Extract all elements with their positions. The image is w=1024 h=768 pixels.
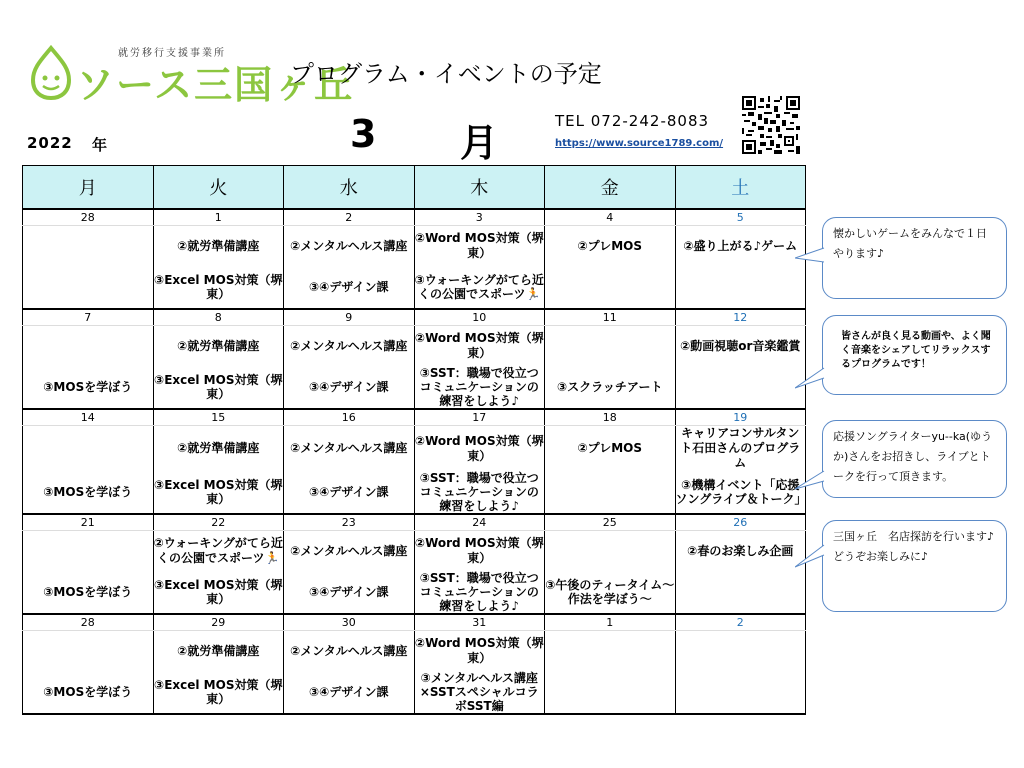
date-cell-tue: 29: [153, 614, 284, 631]
date-cell-mon: 21: [23, 514, 154, 531]
program-slot-2: [23, 426, 154, 472]
weekday-fri: 金: [545, 166, 676, 210]
program-slot-2: [675, 631, 806, 672]
program-slot-2: ②メンタルヘルス講座: [284, 531, 415, 572]
note-bubble-spring: [822, 520, 1007, 612]
year: 2022: [27, 134, 73, 152]
program-slot-3: [23, 266, 154, 309]
program-slot-2: ②メンタルヘルス講座: [284, 631, 415, 672]
bubble-pointer: [795, 366, 825, 392]
program-slot-3: ③MOSを学ぼう: [23, 471, 154, 514]
program-slot-3: ③ウォーキングがてら近くの公園でスポーツ🏃: [414, 266, 545, 309]
note-text: 懐かしいゲームをみんなで１日やります♪: [833, 227, 987, 260]
program-slot-2: ②ウォーキングがてら近くの公園でスポーツ🏃: [153, 531, 284, 572]
date-row: [23, 409, 806, 426]
program-slot-3: ③④デザイン課: [284, 366, 415, 409]
program-slot-3: ③④デザイン課: [284, 266, 415, 309]
program-slot-2: ②メンタルヘルス講座: [284, 226, 415, 267]
program-slot-2: ②プレMOS: [545, 226, 676, 267]
date-cell-wed: 2: [284, 209, 415, 226]
program-slot-2: [23, 226, 154, 267]
date-cell-fri: 18: [545, 409, 676, 426]
note-text: 応援ソングライターyu--ka(ゆうか)さんをお招きし、ライブとトークを行って頂きます。: [833, 430, 993, 483]
date-row: [23, 309, 806, 326]
website-link[interactable]: https://www.source1789.com/: [555, 138, 724, 149]
weekday-sat: 土: [675, 166, 806, 210]
program-slot-2: ②就労準備講座: [153, 326, 284, 367]
program-slot-3: [545, 266, 676, 309]
date-cell-fri: 25: [545, 514, 676, 531]
program-slot-2: ②Word MOS対策（堺東）: [414, 226, 545, 267]
date-cell-fri: 4: [545, 209, 676, 226]
program-slot-3: [545, 671, 676, 714]
note-text: 三国ヶ丘 名店探訪を行います♪どうぞお楽しみに♪: [833, 530, 995, 563]
weekday-thu: 木: [414, 166, 545, 210]
program-slot-3: ③SST：職場で役立つコミュニケーションの練習をしよう♪: [414, 571, 545, 614]
date-cell-sat: 26: [675, 514, 806, 531]
program-slot-2: ②プレMOS: [545, 426, 676, 472]
program-slot-3: ③④デザイン課: [284, 671, 415, 714]
program-slot-2: ②Word MOS対策（堺東）: [414, 326, 545, 367]
date-cell-tue: 8: [153, 309, 284, 326]
weekday-mon: 月: [23, 166, 154, 210]
date-cell-thu: 17: [414, 409, 545, 426]
program-slot-2: [23, 631, 154, 672]
date-cell-fri: 11: [545, 309, 676, 326]
program-slot-2: ②動画視聴or音楽鑑賞: [675, 326, 806, 367]
bubble-pointer: [795, 469, 825, 493]
date-cell-wed: 23: [284, 514, 415, 531]
program-slot-3: ③Excel MOS対策（堺東）: [153, 471, 284, 514]
year-label: 年: [92, 136, 108, 154]
note-text: 皆さんが良く見る動画や、よく聞く音楽をシェアしてリラックスするプログラムです！: [841, 331, 991, 370]
program-slot-3: [545, 471, 676, 514]
program-slot-3: [675, 266, 806, 309]
note-bubble-live: [822, 420, 1007, 498]
date-row: [23, 514, 806, 531]
program-slot-2: ②Word MOS対策（堺東）: [414, 531, 545, 572]
program-slot-2: ②就労準備講座: [153, 631, 284, 672]
note-bubble-music: [822, 315, 1007, 395]
program-row-2: [23, 426, 806, 472]
date-cell-thu: 3: [414, 209, 545, 226]
program-slot-3: ③メンタルヘルス講座×SSTスペシャルコラボSST編: [414, 671, 545, 714]
qr-code-icon: [742, 96, 800, 154]
program-row-3: [23, 366, 806, 409]
program-slot-3: ③MOSを学ぼう: [23, 571, 154, 614]
month-label: 月: [460, 121, 499, 165]
date-cell-mon: 28: [23, 209, 154, 226]
date-cell-thu: 24: [414, 514, 545, 531]
program-slot-3: [675, 571, 806, 614]
date-cell-wed: 16: [284, 409, 415, 426]
program-slot-3: ③MOSを学ぼう: [23, 671, 154, 714]
program-slot-2: [23, 531, 154, 572]
date-cell-sat: 5: [675, 209, 806, 226]
bubble-pointer: [795, 541, 825, 571]
program-row-2: [23, 531, 806, 572]
program-slot-3: ③Excel MOS対策（堺東）: [153, 671, 284, 714]
date-cell-sat: 12: [675, 309, 806, 326]
weekday-tue: 火: [153, 166, 284, 210]
program-row-2: [23, 631, 806, 672]
date-cell-thu: 31: [414, 614, 545, 631]
program-slot-3: ③スクラッチアート: [545, 366, 676, 409]
date-row: [23, 209, 806, 226]
program-slot-3: ③SST：職場で役立つコミュニケーションの練習をしよう♪: [414, 366, 545, 409]
program-slot-2: [545, 631, 676, 672]
weekday-header-row: [23, 166, 806, 210]
date-cell-sat: 19: [675, 409, 806, 426]
program-slot-3: ③SST：職場で役立つコミュニケーションの練習をしよう♪: [414, 471, 545, 514]
program-slot-2: キャリアコンサルタント石田さんのプログラム: [675, 426, 806, 472]
date-cell-fri: 1: [545, 614, 676, 631]
program-slot-2: ②就労準備講座: [153, 226, 284, 267]
bubble-pointer: [795, 246, 825, 266]
program-slot-3: [675, 366, 806, 409]
program-row-3: [23, 571, 806, 614]
program-slot-3: ③Excel MOS対策（堺東）: [153, 571, 284, 614]
program-row-3: [23, 266, 806, 309]
program-slot-2: [23, 326, 154, 367]
program-slot-3: ③午後のティータイム～作法を学ぼう～: [545, 571, 676, 614]
logo-subtitle: 就労移行支援事業所: [118, 48, 226, 59]
program-slot-3: ③機構イベント「応援ソングライブ＆トーク」: [675, 471, 806, 514]
date-cell-mon: 28: [23, 614, 154, 631]
month-number: 3: [350, 112, 377, 156]
program-row-2: [23, 326, 806, 367]
logo-name: ソース三国ヶ丘: [76, 63, 355, 107]
date-cell-mon: 7: [23, 309, 154, 326]
phone-number: TEL 072-242-8083: [555, 112, 710, 130]
date-row: [23, 614, 806, 631]
weekday-wed: 水: [284, 166, 415, 210]
program-slot-2: ②メンタルヘルス講座: [284, 426, 415, 472]
program-slot-2: [545, 531, 676, 572]
date-cell-wed: 9: [284, 309, 415, 326]
program-slot-2: ②メンタルヘルス講座: [284, 326, 415, 367]
date-cell-tue: 22: [153, 514, 284, 531]
date-cell-mon: 14: [23, 409, 154, 426]
program-slot-3: ③Excel MOS対策（堺東）: [153, 266, 284, 309]
program-slot-3: ③MOSを学ぼう: [23, 366, 154, 409]
program-slot-2: ②Word MOS対策（堺東）: [414, 426, 545, 472]
note-bubble-game: [822, 217, 1007, 299]
program-row-2: [23, 226, 806, 267]
program-slot-3: ③④デザイン課: [284, 471, 415, 514]
calendar-table: [22, 165, 806, 715]
date-cell-sat: 2: [675, 614, 806, 631]
date-cell-wed: 30: [284, 614, 415, 631]
program-row-3: [23, 671, 806, 714]
program-slot-2: ②Word MOS対策（堺東）: [414, 631, 545, 672]
program-row-3: [23, 471, 806, 514]
program-slot-2: ②春のお楽しみ企画: [675, 531, 806, 572]
program-slot-3: ③Excel MOS対策（堺東）: [153, 366, 284, 409]
program-slot-3: [675, 671, 806, 714]
date-cell-tue: 15: [153, 409, 284, 426]
program-slot-2: ②盛り上がる♪ゲーム: [675, 226, 806, 267]
page-title: プログラム・イベントの予定: [290, 60, 602, 88]
date-cell-thu: 10: [414, 309, 545, 326]
program-slot-2: ②就労準備講座: [153, 426, 284, 472]
program-slot-2: [545, 326, 676, 367]
date-cell-tue: 1: [153, 209, 284, 226]
program-slot-3: ③④デザイン課: [284, 571, 415, 614]
